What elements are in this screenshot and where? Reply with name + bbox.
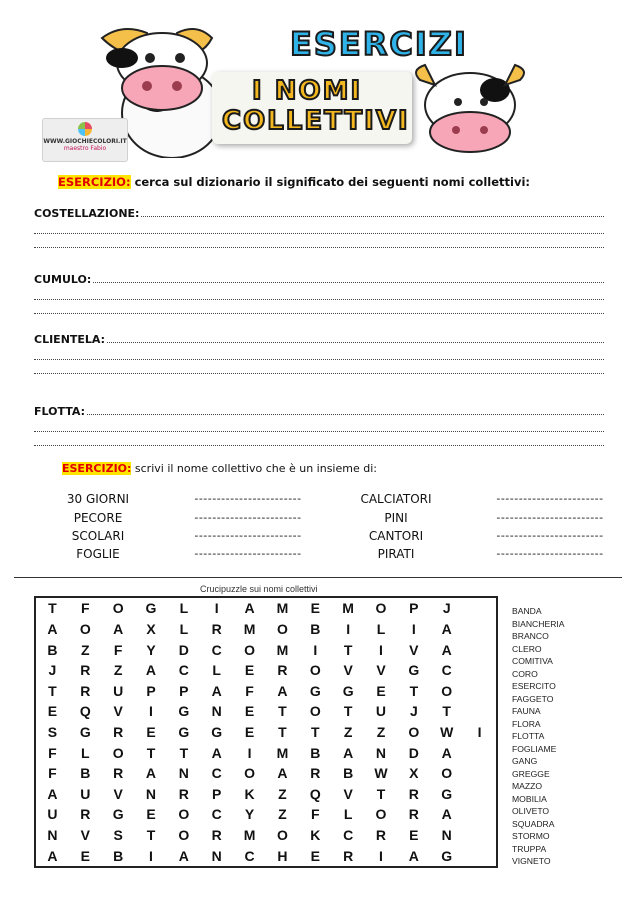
grid-letter[interactable]: G: [309, 682, 321, 699]
grid-letter[interactable]: J: [442, 600, 451, 617]
grid-letter[interactable]: F: [80, 600, 90, 617]
grid-letter[interactable]: L: [212, 662, 221, 679]
grid-letter[interactable]: F: [48, 765, 57, 782]
grid-letter[interactable]: [463, 680, 496, 701]
grid-letter[interactable]: A: [113, 620, 124, 637]
grid-letter[interactable]: C: [178, 662, 189, 679]
grid-letter[interactable]: J: [409, 703, 418, 720]
word-list-item: ESERCITO: [512, 681, 556, 691]
grid-letter[interactable]: T: [343, 703, 353, 720]
word-list-item: FAGGETO: [512, 693, 554, 704]
grid-letter[interactable]: C: [441, 662, 452, 679]
grid-letter[interactable]: X: [146, 620, 156, 637]
group-item: FOGLIE: [76, 547, 120, 561]
grid-letter[interactable]: B: [80, 765, 91, 782]
term-block-costellazione: [34, 206, 604, 248]
grid-letter[interactable]: A: [178, 847, 189, 864]
grid-letter[interactable]: V: [113, 785, 123, 802]
grid-letter[interactable]: O: [178, 827, 190, 844]
grid-letter[interactable]: T: [146, 827, 156, 844]
grid-letter[interactable]: E: [47, 703, 58, 720]
grid-letter[interactable]: C: [343, 827, 354, 844]
title-collettivi: COLLETTIVI: [222, 106, 410, 136]
grid-letter[interactable]: R: [80, 662, 91, 679]
grid-letter[interactable]: G: [178, 723, 190, 740]
group-item: PIRATI: [377, 547, 415, 561]
group-item: PECORE: [73, 511, 123, 525]
word-list-item: FLOTTA: [512, 731, 545, 741]
grid-letter[interactable]: A: [277, 765, 288, 782]
grid-letter[interactable]: B: [47, 641, 58, 658]
term-block-clientela: [34, 332, 604, 374]
grid-letter[interactable]: Z: [80, 641, 90, 658]
grid-letter[interactable]: R: [375, 827, 387, 844]
grid-letter[interactable]: H: [277, 847, 288, 864]
grid-letter[interactable]: C: [211, 765, 222, 782]
word-list-item: BANDA: [512, 606, 542, 616]
grid-letter[interactable]: L: [343, 806, 353, 823]
grid-letter[interactable]: W: [440, 723, 454, 740]
grid-letter[interactable]: [463, 763, 496, 784]
grid-letter[interactable]: R: [178, 785, 189, 802]
grid-letter[interactable]: I: [313, 641, 318, 658]
answer-blank[interactable]: ------------------------: [194, 511, 302, 524]
grid-letter[interactable]: A: [408, 847, 419, 864]
word-list-item: CLERO: [512, 643, 542, 654]
grid-letter[interactable]: R: [310, 765, 321, 782]
grid-letter[interactable]: T: [146, 744, 156, 761]
exercise2-row: [0, 529, 638, 547]
grid-letter[interactable]: Q: [79, 703, 91, 720]
wordsearch-word-list: [512, 605, 602, 868]
grid-letter[interactable]: E: [310, 600, 320, 617]
header-banner: [0, 0, 638, 165]
grid-letter[interactable]: T: [278, 723, 287, 740]
answer-line[interactable]: [34, 220, 604, 234]
answer-line[interactable]: [34, 234, 604, 248]
grid-letter[interactable]: G: [79, 723, 91, 740]
exercise2-instruction: scrivi il nome collettivo che è un insieme di:: [131, 462, 377, 475]
grid-letter[interactable]: F: [113, 641, 123, 658]
grid-letter[interactable]: N: [47, 827, 58, 844]
grid-letter[interactable]: J: [48, 662, 57, 679]
grid-letter[interactable]: S: [113, 827, 123, 844]
grid-letter[interactable]: [463, 825, 496, 846]
grid-letter[interactable]: R: [211, 827, 222, 844]
term-label: COSTELLAZIONE:: [34, 207, 140, 220]
exercise2-heading: [62, 462, 377, 475]
grid-letter[interactable]: W: [374, 765, 388, 782]
exercise2-row: [0, 511, 638, 529]
grid-letter[interactable]: I: [247, 744, 252, 761]
group-item: PINI: [384, 511, 408, 525]
grid-letter[interactable]: R: [80, 682, 91, 699]
grid-letter[interactable]: E: [146, 806, 156, 823]
grid-letter[interactable]: A: [211, 682, 222, 699]
grid-letter[interactable]: Z: [113, 662, 123, 679]
grid-letter[interactable]: [463, 619, 496, 640]
grid-letter[interactable]: V: [113, 703, 123, 720]
answer-blank[interactable]: ------------------------: [496, 529, 604, 542]
grid-letter[interactable]: O: [178, 806, 190, 823]
grid-letter[interactable]: G: [178, 703, 190, 720]
answer-blank[interactable]: ------------------------: [194, 492, 302, 505]
grid-letter[interactable]: O: [309, 703, 321, 720]
grid-letter[interactable]: B: [310, 744, 321, 761]
answer-line[interactable]: [34, 286, 604, 300]
word-list-item: VIGNETO: [512, 856, 551, 866]
grid-letter[interactable]: Z: [343, 723, 353, 740]
answer-blank[interactable]: ------------------------: [194, 547, 302, 560]
term-label: CLIENTELA:: [34, 333, 106, 346]
group-item: CANTORI: [368, 529, 424, 543]
title-i-nomi: I NOMI: [252, 76, 363, 106]
word-list-item: BRANCO: [512, 631, 549, 641]
grid-letter[interactable]: I: [346, 620, 351, 637]
grid-letter[interactable]: Z: [376, 723, 386, 740]
grid-letter[interactable]: B: [310, 620, 321, 637]
grid-letter[interactable]: G: [441, 785, 453, 802]
grid-letter[interactable]: L: [179, 600, 189, 617]
grid-letter[interactable]: F: [310, 806, 320, 823]
grid-letter[interactable]: K: [310, 827, 321, 844]
grid-letter[interactable]: O: [375, 806, 387, 823]
grid-letter[interactable]: P: [409, 600, 419, 617]
grid-letter[interactable]: N: [375, 744, 387, 761]
grid-letter[interactable]: V: [343, 785, 353, 802]
grid-letter[interactable]: M: [243, 827, 256, 844]
exercise1-label: ESERCIZIO:: [58, 175, 131, 189]
word-list-item: MOBILIA: [512, 793, 547, 804]
grid-letter[interactable]: T: [409, 682, 419, 699]
grid-letter[interactable]: L: [376, 620, 386, 637]
answer-line[interactable]: [34, 432, 604, 446]
grid-letter[interactable]: V: [409, 641, 419, 658]
word-list-item: COMITIVA: [512, 656, 553, 666]
word-list-item: OLIVETO: [512, 806, 550, 816]
grid-letter[interactable]: U: [375, 703, 387, 720]
grid-letter[interactable]: A: [145, 765, 157, 782]
grid-letter[interactable]: Y: [146, 641, 156, 658]
site-logo: [42, 118, 128, 162]
grid-letter[interactable]: [463, 804, 496, 825]
group-item: SCOLARI: [71, 529, 125, 543]
grid-letter[interactable]: A: [211, 744, 222, 761]
grid-letter[interactable]: [463, 701, 496, 722]
grid-letter[interactable]: T: [310, 723, 320, 740]
grid-letter[interactable]: F: [48, 744, 57, 761]
cow-right-illustration: [400, 60, 540, 160]
grid-letter[interactable]: I: [477, 723, 482, 740]
word-list-item: STORMO: [512, 831, 550, 841]
grid-letter[interactable]: A: [47, 620, 58, 637]
exercise1-heading: [58, 175, 530, 189]
grid-letter[interactable]: R: [113, 765, 124, 782]
grid-letter[interactable]: O: [79, 620, 91, 637]
logo-mark-icon: [78, 122, 92, 136]
grid-letter[interactable]: A: [145, 662, 157, 679]
grid-letter[interactable]: M: [276, 641, 289, 658]
grid-letter[interactable]: I: [379, 641, 383, 658]
grid-letter[interactable]: G: [211, 723, 223, 740]
grid-letter[interactable]: T: [343, 641, 353, 658]
grid-letter[interactable]: E: [244, 662, 255, 679]
answer-blank[interactable]: ------------------------: [496, 511, 604, 524]
answer-line[interactable]: [34, 360, 604, 374]
grid-letter[interactable]: E: [244, 703, 255, 720]
grid-letter[interactable]: N: [211, 847, 222, 864]
grid-letter[interactable]: A: [441, 744, 452, 761]
grid-letter[interactable]: I: [411, 620, 416, 637]
grid-letter[interactable]: [463, 742, 496, 763]
grid-letter[interactable]: U: [80, 785, 91, 802]
grid-letter[interactable]: M: [243, 620, 256, 637]
grid-letter[interactable]: O: [244, 765, 256, 782]
answer-line[interactable]: [34, 346, 604, 360]
grid-letter[interactable]: T: [48, 600, 57, 617]
grid-letter[interactable]: T: [442, 703, 451, 720]
grid-letter[interactable]: G: [145, 600, 157, 617]
grid-letter[interactable]: Z: [278, 785, 287, 802]
grid-letter[interactable]: I: [149, 847, 153, 864]
title-esercizi: ESERCIZI: [290, 25, 468, 63]
grid-letter[interactable]: O: [276, 827, 288, 844]
grid-letter[interactable]: N: [145, 785, 157, 802]
grid-letter[interactable]: B: [113, 847, 124, 864]
word-list-item: FAUNA: [512, 706, 541, 716]
grid-letter[interactable]: E: [310, 847, 320, 864]
grid-letter[interactable]: E: [409, 827, 419, 844]
grid-letter[interactable]: M: [342, 600, 354, 617]
grid-letter[interactable]: D: [178, 641, 189, 658]
grid-letter[interactable]: M: [276, 600, 289, 617]
grid-letter[interactable]: Z: [278, 806, 287, 823]
grid-letter[interactable]: P: [146, 682, 156, 699]
word-list-item: BIANCHERIA: [512, 618, 565, 629]
grid-letter[interactable]: K: [244, 785, 255, 802]
grid-letter[interactable]: O: [276, 620, 288, 637]
grid-letter[interactable]: G: [112, 806, 124, 823]
grid-letter[interactable]: O: [309, 662, 321, 679]
grid-letter[interactable]: N: [178, 765, 189, 782]
grid-letter[interactable]: P: [179, 682, 189, 699]
grid-letter[interactable]: G: [342, 682, 354, 699]
grid-letter[interactable]: R: [277, 662, 288, 679]
word-list-item: FOGLIAME: [512, 743, 557, 754]
grid-letter[interactable]: A: [441, 620, 452, 637]
grid-letter[interactable]: R: [343, 847, 354, 864]
grid-letter[interactable]: P: [212, 785, 222, 802]
grid-letter[interactable]: R: [113, 723, 124, 740]
grid-letter[interactable]: I: [149, 703, 153, 720]
grid-letter[interactable]: F: [245, 682, 254, 699]
grid-letter[interactable]: O: [408, 723, 420, 740]
grid-letter[interactable]: A: [277, 682, 288, 699]
grid-letter[interactable]: E: [244, 723, 255, 740]
grid-letter[interactable]: T: [376, 785, 386, 802]
grid-letter[interactable]: Y: [244, 806, 255, 823]
grid-letter[interactable]: [463, 598, 496, 619]
exercise1-instruction: cerca sul dizionario il significato dei seguenti nomi collettivi:: [130, 175, 530, 189]
word-list-item: MAZZO: [512, 781, 543, 791]
logo-site: WWW.GIOCHIECOLORI.IT: [43, 138, 127, 145]
grid-letter[interactable]: V: [343, 662, 353, 679]
grid-letter[interactable]: [463, 660, 496, 681]
section-divider: [14, 577, 622, 578]
grid-letter[interactable]: U: [47, 806, 58, 823]
group-item: CALCIATORI: [360, 492, 432, 506]
grid-letter[interactable]: C: [211, 641, 222, 658]
logo-author: maestro Fabio: [63, 145, 107, 152]
word-list-item: GANG: [512, 756, 538, 766]
answer-line[interactable]: [34, 300, 604, 314]
grid-letter[interactable]: T: [179, 744, 189, 761]
grid-letter[interactable]: A: [47, 785, 58, 802]
grid-letter[interactable]: M: [276, 744, 289, 761]
exercise2-row: [0, 547, 638, 565]
grid-letter[interactable]: R: [408, 806, 419, 823]
grid-letter[interactable]: X: [409, 765, 419, 782]
grid-letter[interactable]: I: [379, 847, 383, 864]
answer-line[interactable]: [93, 282, 604, 283]
grid-letter[interactable]: R: [211, 620, 222, 637]
grid-letter[interactable]: I: [214, 600, 219, 617]
grid-letter[interactable]: A: [441, 641, 452, 658]
grid-letter[interactable]: L: [80, 744, 90, 761]
grid-letter[interactable]: G: [441, 847, 453, 864]
grid-letter[interactable]: B: [343, 765, 354, 782]
term-label: FLOTTA:: [34, 405, 86, 418]
grid-letter[interactable]: N: [441, 827, 452, 844]
group-item: 30 GIORNI: [66, 492, 130, 506]
answer-line[interactable]: [141, 216, 604, 217]
grid-letter[interactable]: S: [47, 723, 58, 740]
answer-line[interactable]: [107, 342, 604, 343]
answer-line[interactable]: [34, 418, 604, 432]
grid-letter[interactable]: A: [47, 847, 58, 864]
wordsearch-title: Crucipuzzle sui nomi collettivi: [200, 584, 318, 594]
grid-letter[interactable]: E: [376, 682, 386, 699]
term-label: CUMULO:: [34, 273, 92, 286]
grid-letter[interactable]: G: [408, 662, 420, 679]
grid-letter[interactable]: T: [278, 703, 287, 720]
grid-letter[interactable]: T: [48, 682, 57, 699]
word-list-item: TRUPPA: [512, 843, 547, 854]
grid-letter[interactable]: V: [80, 827, 90, 844]
exercise2-row: [0, 492, 638, 510]
grid-letter[interactable]: O: [375, 600, 387, 617]
word-list-item: CORO: [512, 668, 538, 679]
grid-letter[interactable]: C: [244, 847, 255, 864]
exercise2-label: ESERCIZIO:: [62, 462, 132, 475]
word-list-item: FLORA: [512, 718, 541, 729]
grid-letter[interactable]: A: [343, 744, 354, 761]
answer-blank[interactable]: ------------------------: [496, 492, 604, 505]
grid-letter[interactable]: C: [211, 806, 222, 823]
grid-letter[interactable]: A: [441, 806, 452, 823]
word-list-item: SQUADRA: [512, 818, 555, 829]
term-block-flotta: [34, 404, 604, 446]
grid-letter[interactable]: [463, 845, 496, 866]
grid-letter[interactable]: O: [441, 682, 453, 699]
grid-letter[interactable]: R: [80, 806, 91, 823]
grid-letter[interactable]: O: [112, 744, 124, 761]
answer-blank[interactable]: ------------------------: [496, 547, 604, 560]
wordsearch-grid[interactable]: [34, 596, 498, 868]
grid-letter[interactable]: E: [146, 723, 156, 740]
term-block-cumulo: [34, 272, 604, 314]
word-list-item: GREGGE: [512, 768, 550, 779]
grid-letter[interactable]: U: [113, 682, 124, 699]
grid-letter[interactable]: O: [441, 765, 453, 782]
grid-letter[interactable]: O: [244, 641, 256, 658]
answer-line[interactable]: [87, 414, 604, 415]
grid-letter[interactable]: A: [244, 600, 255, 617]
grid-letter[interactable]: L: [179, 620, 189, 637]
grid-letter[interactable]: Q: [309, 785, 321, 802]
grid-letter[interactable]: [463, 784, 496, 805]
grid-letter[interactable]: O: [112, 600, 124, 617]
grid-letter[interactable]: N: [211, 703, 222, 720]
grid-letter[interactable]: R: [408, 785, 419, 802]
grid-letter[interactable]: V: [376, 662, 386, 679]
answer-blank[interactable]: ------------------------: [194, 529, 302, 542]
grid-letter[interactable]: [463, 639, 496, 660]
grid-letter[interactable]: D: [408, 744, 419, 761]
grid-letter[interactable]: E: [80, 847, 90, 864]
